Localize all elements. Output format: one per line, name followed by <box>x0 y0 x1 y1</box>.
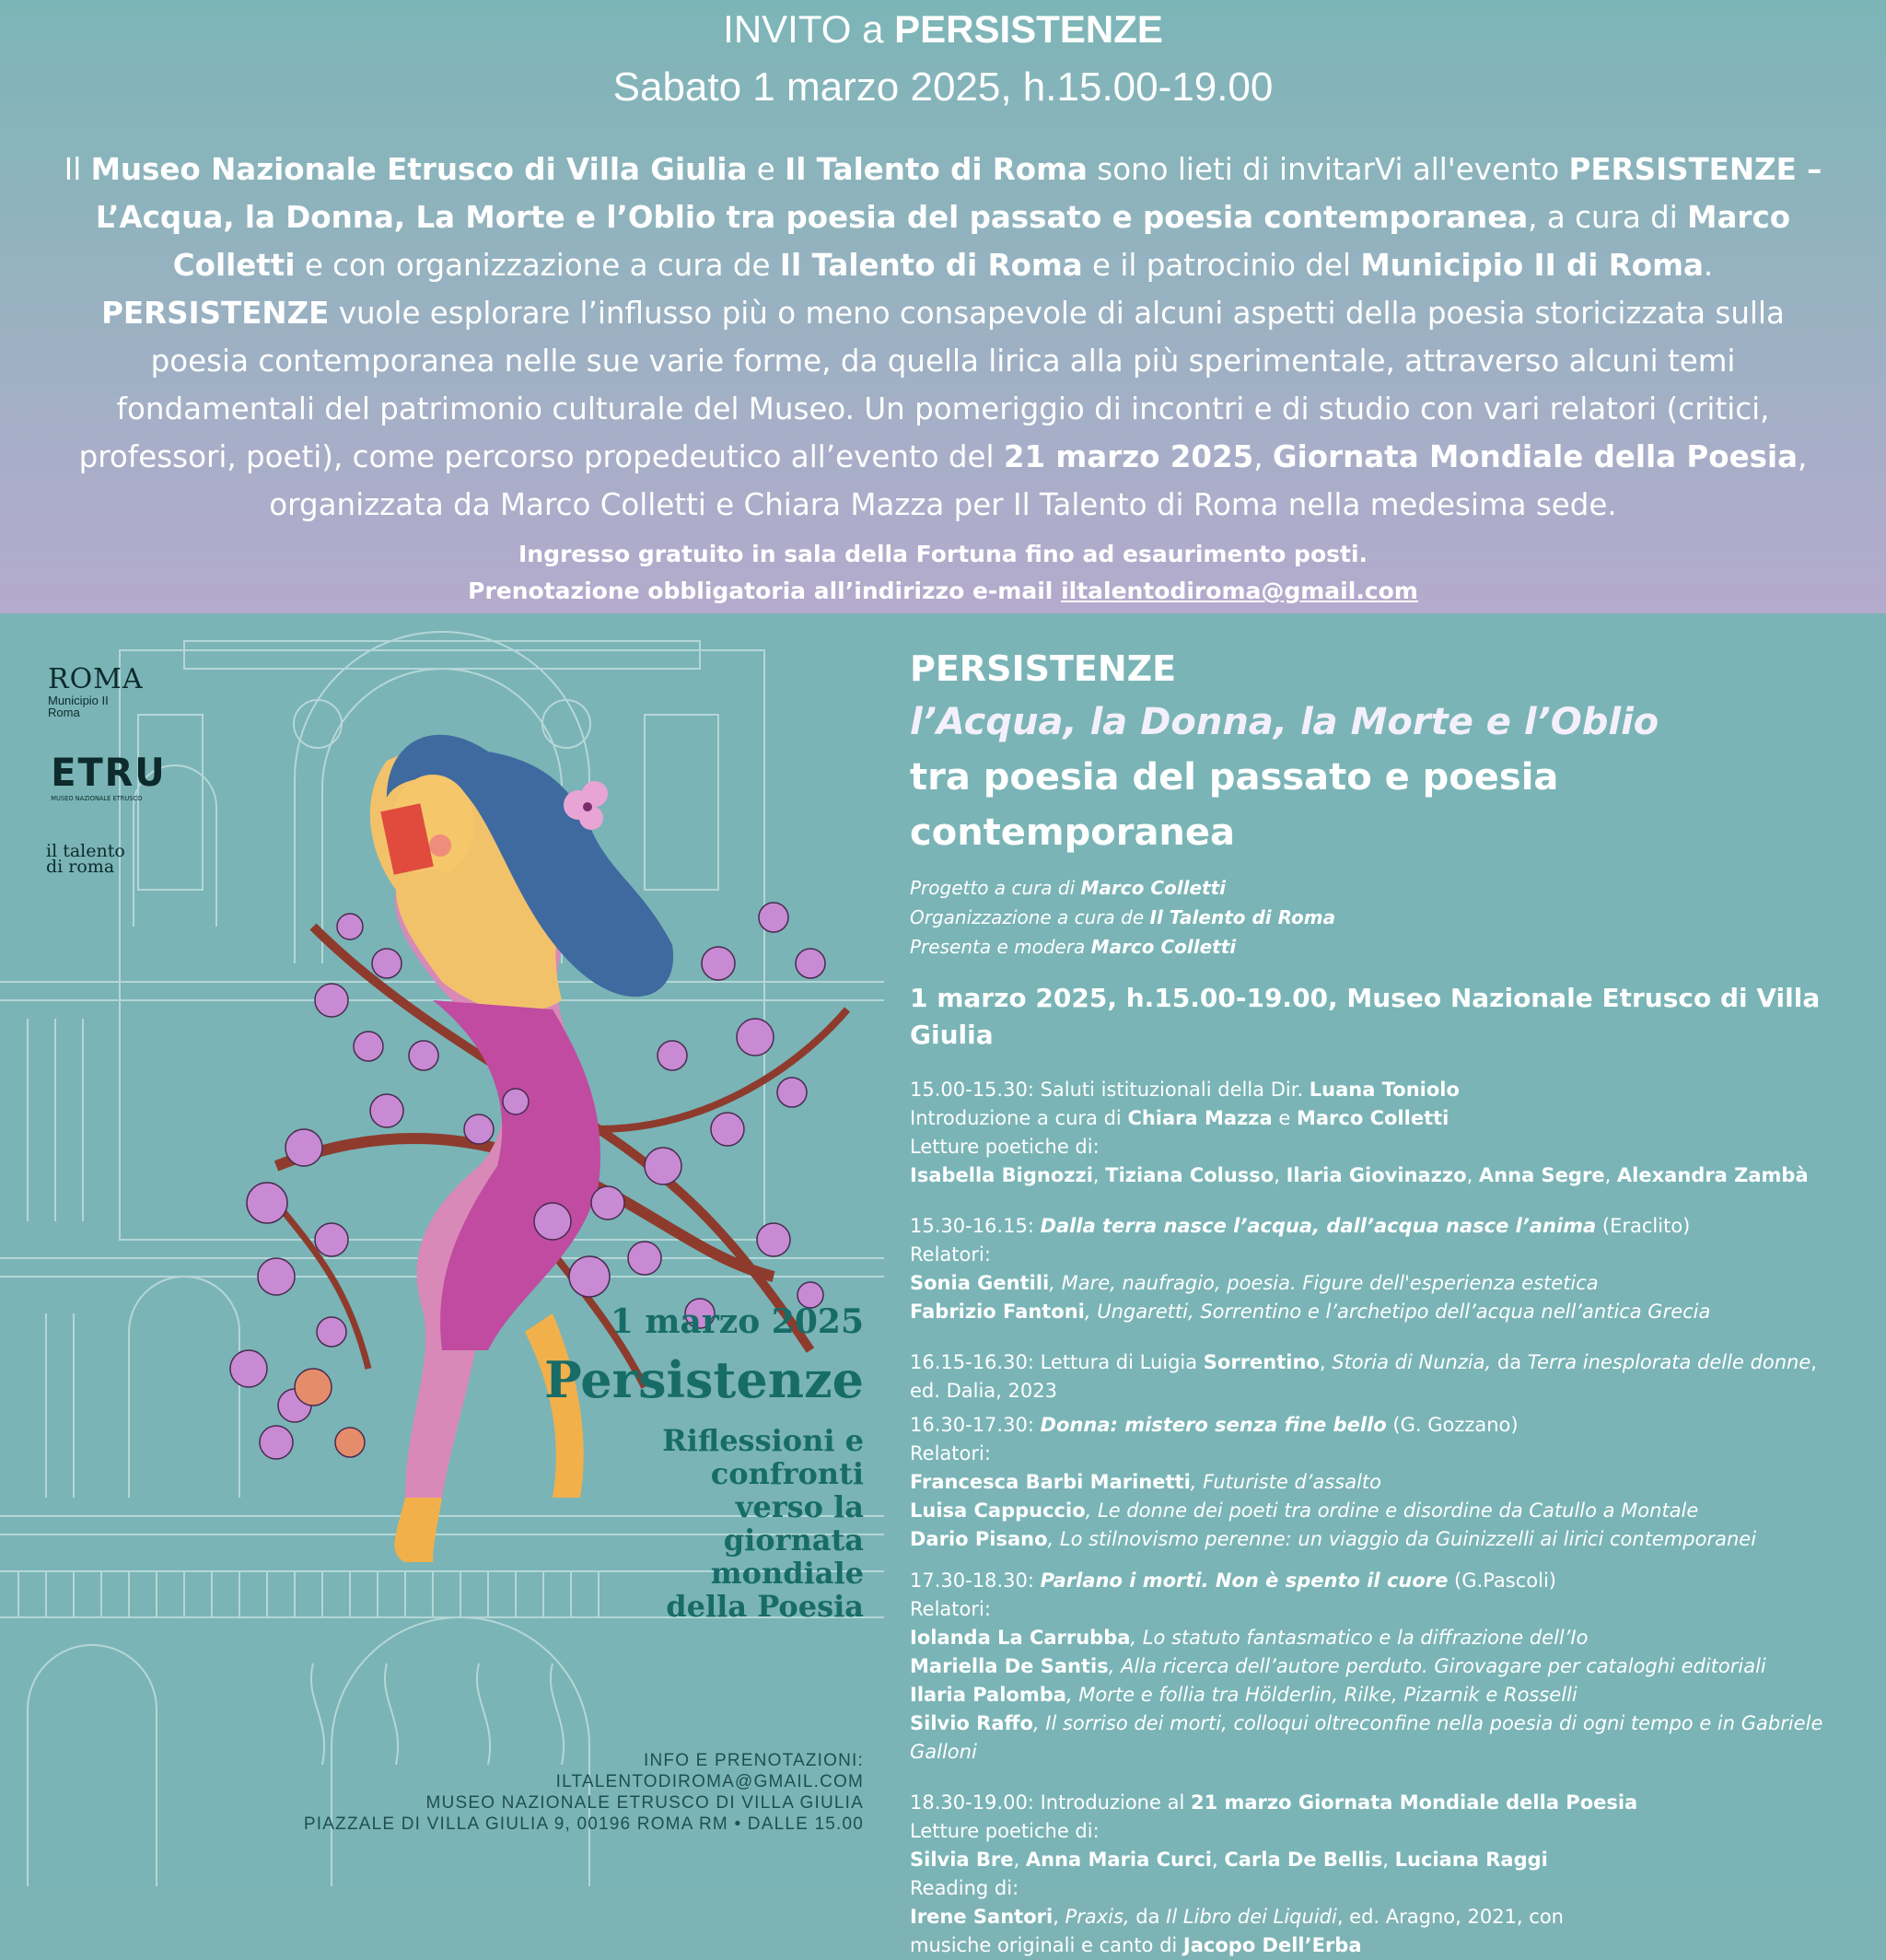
program-subtitle-italic: l’Acqua, la Donna, la Morte e l’Oblio <box>910 701 1659 743</box>
program-session-5: 17.30-18.30: Parlano i morti. Non è spento il cuore (G.Pascoli) Relatori: Iolanda La Carrubba, Lo statuto fantasmatico e la diffrazione dell’Io Mariella De Santis, Alla ricerca dell’autore perduto. Girovagare per cataloghi editoriali Ilaria Palomba, Morte e follia tra Hölderlin, Rilke, Pizarnik e Rosselli Silvio Raffo, Il sorriso dei morti, colloqui oltreconfine nella poesia di ogni tempo e in Gabriele Galloni <box>910 1569 1823 1763</box>
email-link[interactable]: iltalentodiroma@gmail.com <box>1061 578 1418 604</box>
poster-date: 1 marzo 2025 <box>610 1302 864 1341</box>
woman-reading-illustration <box>0 613 884 1886</box>
ingresso-info <box>0 536 1886 610</box>
bottom-section <box>0 613 1886 1956</box>
event-poster <box>0 613 884 1886</box>
program-session-2: 15.30-16.15: Dalla terra nasce l’acqua, dall’acqua nasce l’anima (Eraclito) Relatori: Sonia Gentili, Mare, naufragio, poesia. Figure dell'esperienza estetica Fabrizio Fantoni, Ungaretti, Sorrentino e l’archetipo dell’acqua nell’antica Grecia <box>910 1215 1711 1323</box>
poster-subtitle: Riflessioni e confronti verso la giornata mondiale della Poesia <box>662 1423 864 1624</box>
invitation-header <box>0 0 1886 613</box>
ingresso-line: Ingresso gratuito in sala della Fortuna fino ad esaurimento posti. <box>518 541 1368 567</box>
program-title: PERSISTENZE <box>910 648 1177 689</box>
talento-di-roma-logo: il talento di roma <box>46 841 125 877</box>
program-session-3: 16.15-16.30: Lettura di Luigia Sorrentino, Storia di Nunzia, da Terra inesplorata delle donne, ed. Dalia, 2023 <box>910 1351 1817 1402</box>
etru-logo: ETRU MUSEO NAZIONALE ETRUSCO <box>51 750 167 802</box>
roma-municipio-logo: ROMA Municipio II Roma <box>48 663 144 719</box>
program-subtitle: tra poesia del passato e poesia contemporanea <box>910 756 1559 854</box>
program-session-1: 15.00-15.30: Saluti istituzionali della Dir. Luana Toniolo Introduzione a cura di Chiara Mazza e Marco Colletti Letture poetiche di: Isabella Bignozzi, Tiziana Colusso, Ilaria Giovinazzo, Anna Segre, Alexandra Zambà <box>910 1079 1809 1186</box>
program-credits: Progetto a cura di Marco Colletti Organizzazione a cura de Il Talento di Roma Presenta e modera Marco Colletti <box>910 877 1336 958</box>
prenotazione-line: Prenotazione obbligatoria all’indirizzo e-mail iltalentodiroma@gmail.com <box>468 578 1418 604</box>
poster-info: INFO E PRENOTAZIONI: ILTALENTODIROMA@GMAIL.COM MUSEO NAZIONALE ETRUSCO DI VILLA GIULIA PIAZZALE DI VILLA GIULIA 9, 00196 ROMA RM • DALLE 15.00 <box>303 1751 864 1834</box>
program-session-6: 18.30-19.00: Introduzione al 21 marzo Giornata Mondiale della Poesia Letture poetiche di: Silvia Bre, Anna Maria Curci, Carla De Bellis, Luciana Raggi Reading di: Irene Santori, Praxis, da Il Libro dei Liquidi, ed. Aragno, 2021, con musiche originali e canto di Jacopo Dell’Erba <box>910 1791 1638 1956</box>
invitation-date: Sabato 1 marzo 2025, h.15.00-19.00 <box>612 64 1274 110</box>
invitation-title: INVITO a PERSISTENZE <box>723 7 1163 51</box>
program-column <box>910 643 1877 1960</box>
poster-title: Persistenze <box>544 1350 864 1409</box>
program-session-4: 16.30-17.30: Donna: mistero senza fine bello (G. Gozzano) Relatori: Francesca Barbi Marinetti, Futuriste d’assalto Luisa Cappuccio, Le donne dei poeti tra ordine e disordine da Catullo a Montale Dario Pisano, Lo stilnovismo perenne: un viaggio da Guinizzelli ai lirici contemporanei <box>910 1414 1757 1550</box>
program-date-place: 1 marzo 2025, h.15.00-19.00, Museo Nazionale Etrusco di Villa Giulia <box>910 983 1821 1050</box>
intro-paragraph: Il Museo Nazionale Etrusco di Villa Giulia e Il Talento di Roma sono lieti di invitarVi all'evento PERSISTENZE – L’Acqua, la Donna, La Morte e l’Oblio tra poesia del passato e poesia contemporanea, a cura di Marco Colletti e con organizzazione a cura de Il Talento di Roma e il patrocinio del Municipio II di Roma. PERSISTENZE vuole esplorare l’influsso più o meno consapevole di alcuni aspetti della poesia storicizzata sulla poesia contemporanea nelle sue varie forme, da quella lirica alla più sperimentale, attraverso alcuni temi fondamentali del patrimonio culturale del Museo. Un pomeriggio di incontri e di studio con vari relatori (critici, professori, poeti), come percorso propedeutico all’evento del 21 marzo 2025, Giornata Mondiale della Poesia, organizzata da Marco Colletti e Chiara Mazza per Il Talento di Roma nella medesima sede. <box>64 152 1822 522</box>
